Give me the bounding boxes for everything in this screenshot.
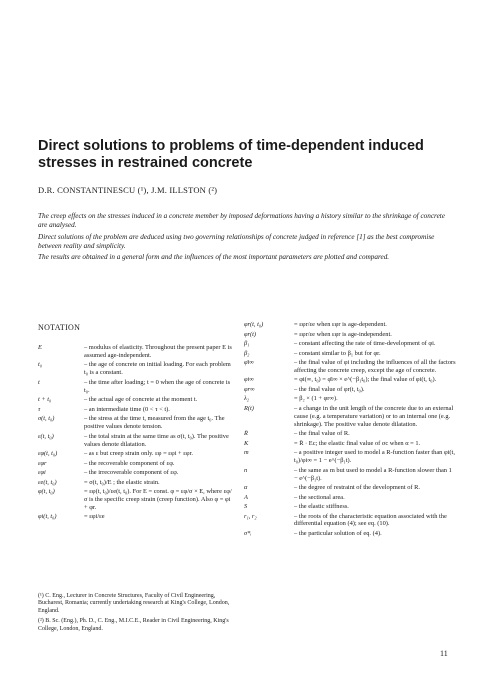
notation-row	[244, 331, 456, 339]
notation-symbol: m	[244, 449, 249, 457]
notation-symbol: r₁, r₂	[244, 512, 257, 520]
notation-symbol: φr(t)	[244, 330, 257, 338]
notation-symbol: φr(t, t₀)	[244, 321, 264, 328]
notation-symbol: φ(t, t₀)	[38, 488, 55, 496]
notation-symbol: E	[38, 344, 42, 351]
notation-row	[38, 469, 234, 477]
notation-symbol: n	[244, 466, 248, 474]
page-number: 11	[440, 649, 448, 658]
notation-row	[38, 513, 234, 521]
notation-definition: – the stress at the time t, measured from the age t₀. The positive values denote tension.	[84, 415, 225, 431]
notation-row	[38, 479, 234, 487]
notation-row	[244, 405, 456, 429]
notation-definition: – a positive integer used to model a R-function faster than φi(t, t₀)/φi∞ = 1 − e^(−β₁t).	[294, 449, 455, 465]
notation-symbol: σ(t, t₀)	[38, 415, 55, 423]
notation-definition: – the recoverable component of εφ.	[84, 459, 175, 467]
notation-row	[38, 450, 234, 458]
notation-symbol: σ*ᵢ	[244, 529, 252, 537]
notation-symbol: R(t)	[244, 404, 254, 412]
notation-row	[244, 386, 456, 394]
notation-row	[38, 379, 234, 395]
notation-symbol: φr∞	[244, 385, 255, 393]
notation-definition: = φi(∞, t₀) = φ̄i∞ × e^(−β₁t₀); the final value of φi(t, t₀).	[294, 376, 437, 384]
notation-definition: – the final value of R.	[294, 430, 350, 438]
notation-symbol: A	[244, 493, 248, 501]
notation-row	[38, 361, 234, 377]
notation-row	[38, 433, 234, 449]
notation-definition: – the irrecoverable component of εφ.	[84, 469, 179, 477]
notation-row	[244, 340, 456, 348]
abstract-paragraph: The creep effects on the stresses induced in a concrete member by imposed deformations having a history similar to the shrinkage of concrete are analysed.	[38, 212, 445, 230]
notation-row	[244, 430, 456, 438]
notation-left-column	[38, 344, 234, 523]
notation-definition: – the actual age of concrete at the moment t.	[84, 396, 198, 404]
notation-symbol: τ	[38, 405, 41, 413]
notation-symbol: K	[244, 439, 249, 447]
notation-row	[38, 406, 234, 414]
abstract-paragraph: Direct solutions of the problem are deduced using two governing relationships of concrete judged in reference [1] as the best compromise between reality and simplicity.	[38, 232, 435, 250]
notation-heading: NOTATION	[38, 323, 81, 332]
notation-definition: – constant similar to β₁ but for φr.	[294, 349, 381, 357]
notation-row	[244, 440, 456, 448]
notation-symbol: εφi	[38, 469, 46, 477]
notation-definition: – the time after loading; t = 0 when the age of concrete is t₀.	[84, 378, 231, 394]
notation-symbol: φ̄i∞	[244, 359, 254, 366]
notation-definition: = R̄ · Ec; the elastic final value of σc when α = 1.	[294, 439, 421, 447]
paper-title: Direct solutions to problems of time-dependent induced stresses in restrained concrete	[38, 138, 424, 171]
notation-row	[244, 321, 456, 329]
notation-symbol: β₂	[244, 349, 250, 357]
notation-symbol: S	[244, 503, 248, 511]
notation-row	[244, 350, 456, 358]
notation-row	[244, 484, 456, 492]
notation-definition: – the final value of φr(t, t₀).	[294, 385, 365, 393]
notation-definition: – the elastic stiffness.	[294, 503, 349, 511]
notation-definition: – modulus of elasticity. Throughout the present paper E is assumed age-independent.	[84, 344, 232, 359]
notation-definition: – the roots of the characteristic equation associated with the differential equation (4); see eq. (10).	[294, 512, 447, 528]
notation-right-column	[244, 321, 456, 539]
notation-row	[244, 395, 456, 403]
notation-symbol: β₁	[244, 340, 250, 347]
notation-row	[38, 344, 234, 360]
notation-row	[38, 415, 234, 431]
notation-definition: – the age of concrete on initial loading. For each problem t₀ is a constant.	[84, 361, 231, 377]
notation-symbol: t + t₀	[38, 396, 52, 404]
notation-definition: = εφ(t, t₀)/εe(t, t₀). For E = const. φ = εφ/σ × E, where εφ/σ is the specific creep strain (creep function). Also φ = φi + φr.	[84, 488, 232, 511]
notation-symbol: φi(t, t₀)	[38, 513, 57, 521]
notation-definition: – the sectional area.	[294, 493, 345, 501]
notation-definition: = εφi/εe	[84, 513, 105, 521]
abstract-paragraph: The results are obtained in a general form and the influences of the most important parameters are plotted and compared.	[38, 253, 390, 262]
notation-symbol: t₀	[38, 361, 42, 369]
notation-definition: – the degree of restraint of the development of R.	[294, 484, 420, 492]
notation-row	[244, 359, 456, 375]
notation-symbol: εe(t, t₀)	[38, 478, 57, 486]
notation-row	[244, 494, 456, 502]
notation-symbol: λ₂	[244, 395, 249, 403]
notation-definition: – the particular solution of eq. (4).	[294, 529, 382, 537]
notation-row	[244, 467, 456, 483]
notation-definition: – the total strain at the same time as σ(t, t₀). The positive values denote dilatation.	[84, 432, 229, 448]
notation-symbol: εφ(t, t₀)	[38, 450, 58, 458]
notation-symbol: α	[244, 484, 248, 492]
notation-definition: = εφr/εe when εφr is age-dependent.	[294, 321, 387, 328]
footnote: (¹) C. Eng., Lecturer in Concrete Structures, Faculty of Civil Engineering, Bucharest, Romania; currently undertaking research at King's College, London, England.	[38, 593, 230, 614]
notation-definition: = β₂ × (1 + φr∞).	[294, 395, 338, 403]
notation-definition: – as ε but creep strain only. εφ = εφi + εφr.	[84, 450, 193, 458]
notation-symbol: R̄	[244, 430, 248, 438]
notation-row	[244, 513, 456, 529]
notation-row	[38, 396, 234, 404]
notation-symbol: φi∞	[244, 376, 254, 384]
notation-definition: – the final value of φi including the influences of all the factors affecting the concrete creep, except the age of concrete.	[294, 359, 456, 374]
notation-row	[38, 488, 234, 512]
notation-definition: = σ(t, t₀)/E ; the elastic strain.	[84, 478, 160, 486]
notation-row	[244, 449, 456, 465]
notation-definition: – an intermediate time (0 < τ < t).	[84, 405, 170, 413]
footnotes	[38, 593, 238, 636]
notation-row	[38, 460, 234, 468]
notation-symbol: ε(t, t₀)	[38, 432, 54, 440]
notation-row	[244, 376, 456, 384]
authors: D.R. CONSTANTINESCU (¹), J.M. ILLSTON (²)	[38, 185, 218, 195]
abstract	[38, 212, 448, 264]
notation-symbol: t	[38, 378, 40, 386]
notation-row	[244, 503, 456, 511]
footnote: (²) B. Sc. (Eng.), Ph. D., C. Eng., M.I.C.E., Reader in Civil Engineering, King's College, London, England.	[38, 618, 229, 632]
notation-definition: = εφr/εe when εφr is age-independent.	[294, 330, 392, 338]
notation-definition: – a change in the unit length of the concrete due to an external cause (e.g. a temperature variation) or to an internal one (e.g. shrinkage). The positive value denote dilatation.	[294, 404, 454, 428]
notation-symbol: εφr	[38, 459, 47, 467]
notation-row	[244, 530, 456, 538]
notation-definition: – constant affecting the rate of time-development of φi.	[294, 340, 436, 347]
notation-definition: – the same as m but used to model a R-function slower than 1 − e^(−β₁t).	[294, 466, 452, 482]
